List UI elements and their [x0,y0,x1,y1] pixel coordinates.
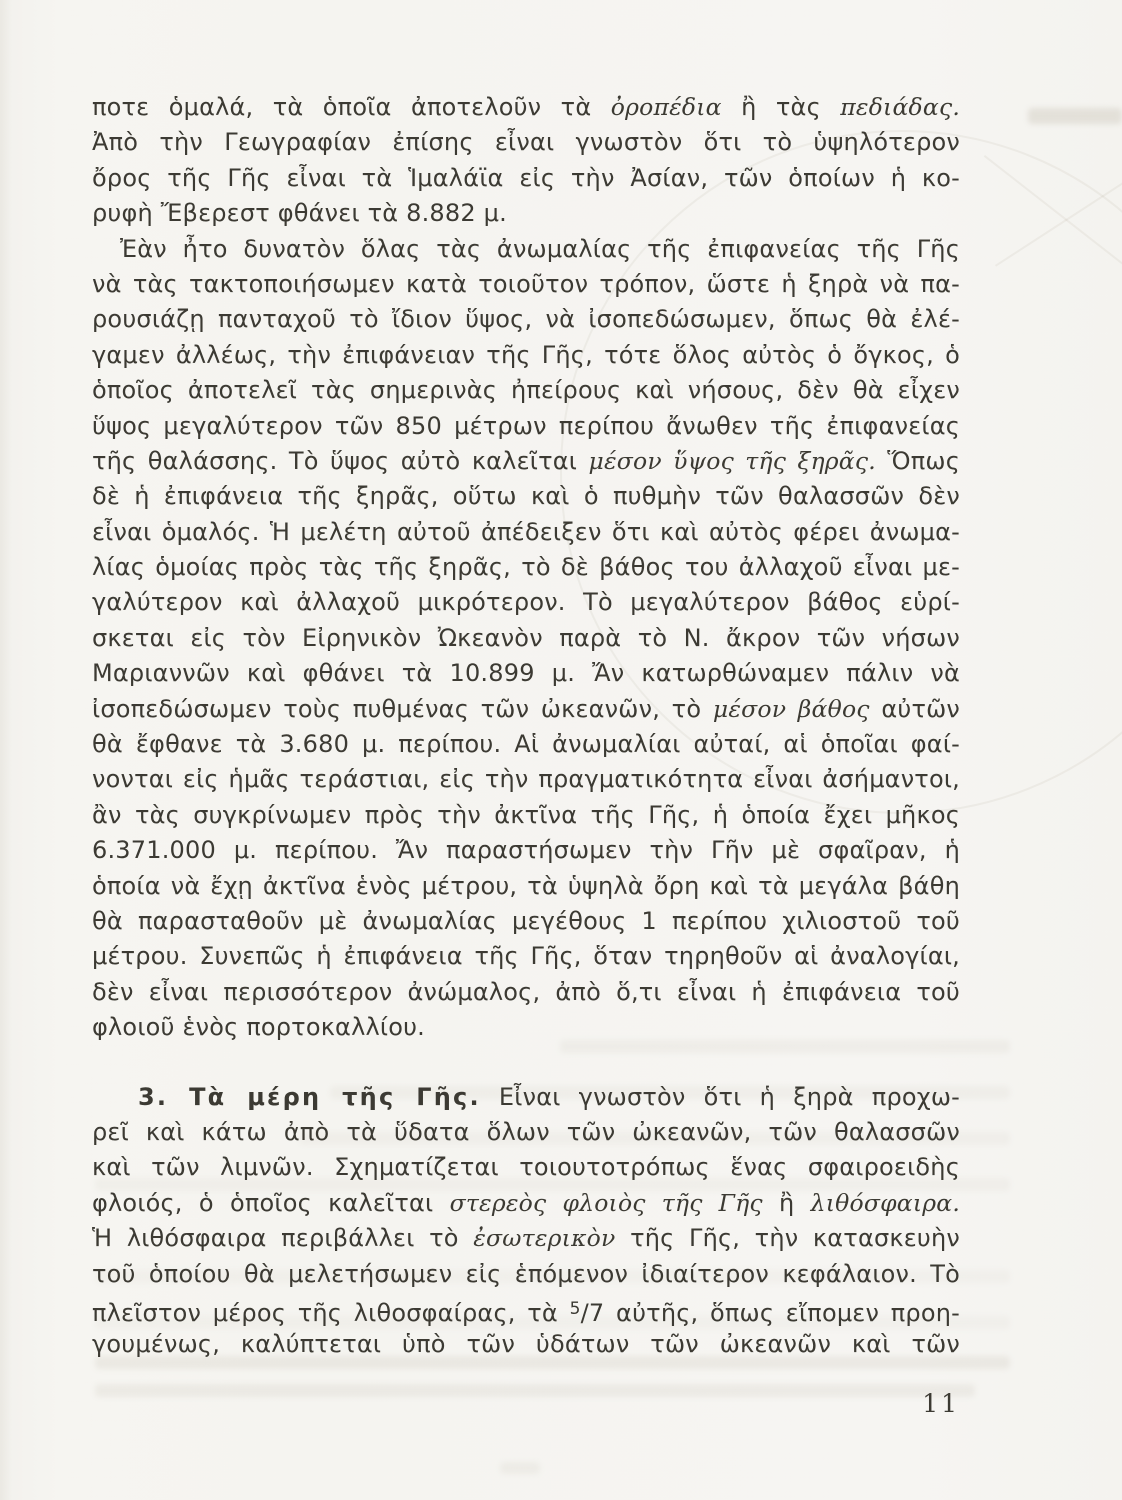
body-text: Ἐὰν ἦτο δυνατὸν ὅλας τὰς ἀνωμαλίας τῆς ἐπιφανείας τῆς Γῆς [120,234,960,263]
body-text: ὁποία νὰ ἔχῃ ἀκτῖνα ἑνὸς μέτρου, τὰ ὑψηλὰ ὄρη καὶ τὰ μεγάλα βάθη [92,871,960,900]
body-text: γαλύτερον καὶ ἀλλαχοῦ μικρότερον. Τὸ μεγαλύτερον βάθος εὑρί- [92,588,960,617]
text-line [92,373,960,408]
text-line [92,550,960,585]
body-text: /7 αὐτῆς, ὅπως εἴπομεν προη- [580,1298,960,1327]
text-line [92,904,960,939]
paragraph [92,1080,960,1363]
body-text: εἶναι ὁμαλός. Ἡ μελέτη αὐτοῦ ἀπέδειξεν ὅτι καὶ αὐτὸς φέρει ἀνωμα- [92,517,960,546]
text-line [92,444,960,479]
body-text: πλεῖστον μέρος τῆς λιθοσφαίρας, τὰ [92,1298,570,1327]
body-text: θὰ ἔφθανε τὰ 3.680 μ. περίπου. Αἱ ἀνωμαλίαι αὐταί, αἱ ὁποῖαι φαί- [92,730,960,759]
text-line [92,302,960,337]
body-text: φλοιός, ὁ ὁποῖος καλεῖται [92,1188,450,1217]
body-text: Ἡ λιθόσφαιρα περιβάλλει τὸ [92,1224,474,1253]
italic-term: στερεὸς φλοιὸς τῆς Γῆς [449,1188,763,1217]
text-line [92,515,960,550]
text-line [92,196,960,231]
text-line [92,161,960,196]
body-text: ἰσοπεδώσωμεν τοὺς πυθμένας τῶν ὠκεανῶν, τὸ [92,694,713,723]
body-text: γουμένως, καλύπτεται ὑπὸ τῶν ὑδάτων τῶν ὠκεανῶν καὶ τῶν [92,1330,960,1359]
text-line [92,90,960,125]
body-text: Μαριαννῶν καὶ φθάνει τὰ 10.899 μ. Ἄν κατωρθώναμεν πάλιν νὰ [92,659,960,688]
italic-term: πεδιάδας. [840,93,960,121]
body-text: νὰ τὰς τακτοποιήσωμεν κατὰ τοιοῦτον τρόπον, ὥστε ἡ ξηρὰ νὰ πα- [92,269,960,298]
body-text: Εἶναι γνωστὸν ὅτι ἡ ξηρὰ προχω- [480,1082,960,1111]
text-line [92,762,960,797]
paragraph [92,90,960,232]
body-text: ὕψος μεγαλύτερον τῶν 850 μέτρων περίπου ἄνωθεν τῆς ἐπιφανείας [92,411,960,440]
bleed-through-page-number [500,1462,540,1474]
paragraph [92,232,960,1046]
body-text: ποτε ὁμαλά, τὰ ὁποῖα ἀποτελοῦν τὰ [92,93,611,121]
body-text: γαμεν ἀλλέως, τὴν ἐπιφάνειαν τῆς Γῆς, τότε ὅλος αὐτὸς ὁ ὄγκος, ὁ [92,340,960,369]
italic-term: μέσον βάθος [712,694,870,723]
body-text: φλοιοῦ ἑνὸς πορτοκαλλίου. [92,1013,426,1042]
body-text: ὄρος τῆς Γῆς εἶναι τὰ Ἱμαλάϊα εἰς τὴν Ἀσίαν, τῶν ὁποίων ἡ κο- [92,163,960,192]
text-line [92,1221,960,1256]
text-line [92,798,960,833]
body-text: τῆς θαλάσσης. Τὸ ὕψος αὐτὸ καλεῖται [92,446,589,475]
body-text: ἂν τὰς συγκρίνωμεν πρὸς τὴν ἀκτῖνα τῆς Γῆς, ἡ ὁποία ἔχει μῆκος [92,800,960,829]
body-text: 6.371.000 μ. περίπου. Ἄν παραστήσωμεν τὴν Γῆν μὲ σφαῖραν, ἡ [92,836,960,865]
text-line [92,232,960,267]
body-text: δὲν εἶναι περισσότερον ἀνώμαλος, ἀπὸ ὅ,τι εἶναι ἡ ἐπιφάνεια τοῦ [92,977,960,1006]
text-line [92,479,960,514]
text-line [92,1010,960,1045]
bleed-through-figure-line [984,155,1122,286]
text-line [92,869,960,904]
body-text: Ἀπὸ τὴν Γεωγραφίαν ἐπίσης εἶναι γνωστὸν ὅτι τὸ ὑψηλότερον [92,128,960,157]
text-line [92,338,960,373]
text-line [92,939,960,974]
body-text: μέτρου. Συνεπῶς ἡ ἐπιφάνεια τῆς Γῆς, ὅταν τηρηθοῦν αἱ ἀναλογίαι, [92,942,960,971]
text-line [92,1186,960,1221]
text-line [92,1292,960,1327]
body-text: ρεῖ καὶ κάτω ἀπὸ τὰ ὕδατα ὅλων τῶν ὠκεανῶν, τῶν θαλασσῶν [92,1117,960,1146]
page-number: 11 [922,1389,960,1418]
text-line [92,656,960,691]
text-line [92,727,960,762]
body-text: ὁποῖος ἀποτελεῖ τὰς σημερινὰς ἠπείρους καὶ νήσους, δὲν θὰ εἶχεν [92,376,960,405]
text-line [92,267,960,302]
italic-term: ὀροπέδια [610,93,722,121]
body-text: Ὅπως [875,446,960,475]
body-text: ἢ [762,1188,811,1217]
body-text: θὰ παρασταθοῦν μὲ ἀνωμαλίας μεγέθους 1 περίπου χιλιοστοῦ τοῦ [92,906,960,935]
body-text: ρουσιάζῃ πανταχοῦ τὸ ἴδιον ὕψος, νὰ ἰσοπεδώσωμεν, ὅπως θὰ ἐλέ- [92,305,960,334]
text-line [92,1257,960,1292]
text-line [92,1327,960,1362]
section-heading: 3. Τὰ μέρη τῆς Γῆς. [138,1082,481,1111]
text-line [92,1080,960,1115]
text-block [92,90,960,1363]
text-line [92,409,960,444]
text-line [92,125,960,160]
body-text: δὲ ἡ ἐπιφάνεια τῆς ξηρᾶς, οὕτω καὶ ὁ πυθμὴν τῶν θαλασσῶν δὲν [92,482,960,511]
body-text: νονται εἰς ἡμᾶς τεράστιαι, εἰς τὴν πραγματικότητα εἶναι ἀσήμαντοι, [92,765,960,794]
body-text: λίας ὁμοίας πρὸς τὰς τῆς ξηρᾶς, τὸ δὲ βάθος του ἀλλαχοῦ εἶναι με- [92,553,960,582]
text-line [92,585,960,620]
body-text: ἢ τὰς [721,93,841,121]
text-line [92,1150,960,1185]
italic-term: ἐσωτερικὸν [473,1224,616,1253]
body-text: σκεται εἰς τὸν Εἰρηνικὸν Ὠκεανὸν παρὰ τὸ Ν. ἄκρον τῶν νήσων [92,623,960,652]
body-text: τοῦ ὁποίου θὰ μελετήσωμεν εἰς ἑπόμενον ἰδιαίτερον κεφάλαιον. Τὸ [92,1259,960,1288]
text-line [92,975,960,1010]
body-text: ρυφὴ Ἔβερεστ φθάνει τὰ 8.882 μ. [92,199,507,228]
body-text: αὐτῶν [869,694,960,723]
text-line [92,692,960,727]
italic-term: μέσον ὕψος τῆς ξηρᾶς. [588,446,876,475]
fraction-numerator: 5 [569,1298,581,1319]
bleed-through-figure-line [995,162,1122,267]
body-text: τῆς Γῆς, τὴν κατασκευὴν [615,1224,960,1253]
text-line [92,833,960,868]
body-text: καὶ τῶν λιμνῶν. Σχηματίζεται τοιουτοτρόπως ἕνας σφαιροειδὴς [92,1153,960,1182]
text-line [92,621,960,656]
italic-term: λιθόσφαιρα. [810,1188,960,1217]
bleed-through-text-line [1028,108,1122,124]
text-line [92,1115,960,1150]
